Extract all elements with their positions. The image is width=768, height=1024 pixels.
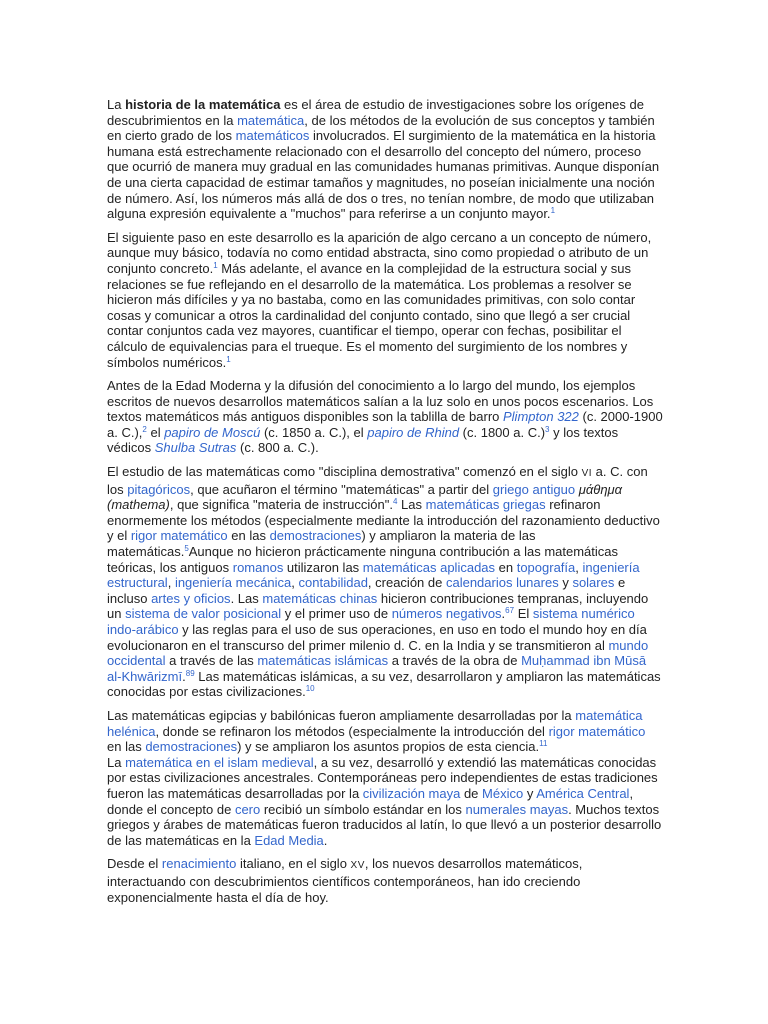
- wiki-link[interactable]: papiro de Rhind: [367, 424, 460, 440]
- reference-link[interactable]: 2: [142, 424, 147, 434]
- text-run: ) y ampliaron la materia de las matemáticas.: [107, 528, 536, 560]
- text-run: y: [523, 785, 537, 801]
- text-run: Antes de la Edad Moderna y la difusión del conocimiento a lo largo del mundo, los ejemplos escritos de nuevos desarrollos matemáticos salían a la luz solo en unos pocos escenarios. Los textos matemáticos más antiguos disponibles son la tablilla de barro: [107, 378, 654, 425]
- reference-link[interactable]: 11: [539, 739, 548, 749]
- wiki-link[interactable]: Shulba Sutras: [154, 440, 237, 456]
- wiki-link[interactable]: artes y oficios: [151, 590, 231, 606]
- text-run: (c. 2000-1900 a. C.),: [107, 409, 663, 440]
- wiki-link[interactable]: mundo occidental: [107, 637, 649, 669]
- text-run: es el área de estudio de investigaciones sobre los orígenes de descubrimientos en la: [107, 97, 644, 128]
- text-run: hicieron contribuciones tempranas, incluyendo un: [107, 590, 649, 622]
- text-run: El siguiente paso en este desarrollo es la aparición de algo cercano a un concepto de número, aunque muy básico, todavía no como entidad abstracta, sino como propiedad o atributo de un conjunto concreto.: [107, 229, 652, 276]
- text-run: y los textos védicos: [107, 424, 619, 456]
- wiki-link[interactable]: matemáticas chinas: [262, 590, 378, 606]
- text-run: La: [107, 97, 126, 112]
- text-run: , que acuñaron el término "matemáticas" a partir del: [190, 481, 493, 497]
- text-run: , de los métodos de la evolución de sus conceptos y también en cierto grado de los: [107, 112, 655, 144]
- text-run: , creación de: [367, 575, 446, 591]
- wiki-link[interactable]: Muḥammad ibn Mūsā al-Khwārizmī: [107, 653, 647, 684]
- text-run: . Las: [230, 590, 263, 606]
- text-run: Las: [397, 497, 426, 513]
- wiki-link[interactable]: numerales mayas: [465, 801, 569, 817]
- paragraph: [107, 856, 663, 905]
- reference-link[interactable]: 10: [305, 684, 315, 694]
- text-run: , a su vez, desarrolló y extendió las matemáticas conocidas por estas civilizaciones ancestrales. Contemporáneas pero independientes de estas tradiciones fueron las matemáticas desarrolladas por la: [107, 754, 658, 801]
- paragraph: [107, 464, 663, 700]
- text-run: a través de las: [165, 653, 258, 669]
- wiki-link[interactable]: matemática: [237, 112, 305, 128]
- text-run: involucrados. El surgimiento de la matemática en la historia humana está estrechamente relacionado con el desarrollo del concepto del número, proceso que ocurrió de manera muy gradual en las comunidades humanas primitivas. Aunque disponían de una cierta capacidad de estimar tamaños y magnitudes, no poseían inicialmente una noción de número. Así, los números más allá de dos o tres, no tenían nombre, de modo que utilizaban alguna expresión equivalente a "muchos" para referirse a un conjunto mayor.: [107, 128, 660, 222]
- wiki-link[interactable]: matemáticas islámicas: [257, 653, 389, 669]
- text-run: y el primer uso de: [281, 606, 392, 622]
- reference-link[interactable]: 1: [226, 354, 231, 364]
- wiki-link[interactable]: Edad Media: [254, 832, 324, 848]
- wiki-link[interactable]: demostraciones: [145, 739, 238, 755]
- wiki-link[interactable]: América Central: [536, 785, 630, 801]
- wiki-link[interactable]: contabilidad: [298, 575, 368, 591]
- reference-link[interactable]: 9: [190, 668, 195, 678]
- text-run: El: [514, 606, 533, 622]
- reference-link[interactable]: 3: [545, 424, 550, 434]
- reference-link[interactable]: 5: [184, 544, 189, 554]
- text-run: y: [558, 575, 573, 591]
- paragraph: [107, 97, 663, 222]
- text-run: italiano, en el siglo: [236, 856, 351, 872]
- wiki-link[interactable]: papiro de Moscú: [164, 424, 261, 440]
- text-run: a. C. con los: [107, 464, 648, 497]
- wiki-link[interactable]: matemáticas aplicadas: [362, 559, 496, 575]
- text-run: , donde se refinaron los métodos (especialmente la introducción del: [155, 723, 549, 739]
- wiki-link[interactable]: ingeniería mecánica: [174, 575, 292, 591]
- text-run: ,: [167, 575, 175, 591]
- reference-link[interactable]: 7: [509, 606, 515, 616]
- text-run: en las: [227, 528, 270, 544]
- text-run: en: [495, 559, 517, 575]
- reference-link[interactable]: 8: [185, 668, 191, 678]
- text-run: La: [107, 754, 126, 770]
- text-run: El estudio de las matemáticas como "disciplina demostrativa" comenzó en el siglo: [107, 464, 582, 480]
- text-run: (c. 800 a. C.).: [236, 440, 319, 456]
- wiki-link[interactable]: rigor matemático: [548, 723, 646, 739]
- wiki-link[interactable]: matemática helénica: [107, 707, 643, 739]
- text-run: a través de la obra de: [388, 653, 522, 669]
- text-run: , que significa "materia de instrucción".: [169, 497, 393, 513]
- wiki-link[interactable]: romanos: [232, 559, 284, 575]
- wiki-link[interactable]: sistema numérico indo-arábico: [107, 606, 635, 637]
- text-run: Las matemáticas egipcias y babilónicas fueron ampliamente desarrolladas por la: [107, 707, 576, 723]
- text-run: Aunque no hicieron prácticamente ninguna contribución a las matemáticas teóricas, los antiguos: [107, 544, 619, 575]
- wiki-link[interactable]: Plimpton 322: [503, 409, 579, 425]
- wiki-link[interactable]: cero: [234, 801, 261, 817]
- wiki-link[interactable]: rigor matemático: [130, 528, 228, 544]
- wiki-link[interactable]: matemáticos: [235, 128, 310, 144]
- paragraph: [107, 230, 663, 370]
- text-run: Las matemáticas islámicas, a su vez, desarrollaron y ampliaron las matemáticas conocidas por estas civilizaciones.: [107, 668, 661, 700]
- text-run: , donde el concepto de: [107, 785, 634, 817]
- wiki-link[interactable]: México: [482, 785, 524, 801]
- text-run: ,: [575, 559, 583, 575]
- text-run: refinaron enormemente los métodos (especialmente mediante la introducción del razonamiento deductivo y el: [107, 497, 660, 544]
- text-run: Desde el: [107, 856, 162, 872]
- paragraph: [107, 708, 663, 848]
- bold-term: historia de la matemática: [125, 97, 281, 112]
- text-run: (c. 1800 a. C.): [459, 424, 546, 440]
- text-run: e incluso: [107, 575, 626, 606]
- text-run: .: [501, 606, 506, 622]
- wiki-link[interactable]: solares: [572, 575, 615, 591]
- paragraph: [107, 378, 663, 456]
- reference-link[interactable]: 1: [550, 206, 556, 216]
- reference-link[interactable]: 4: [392, 497, 398, 507]
- roman-numeral: XV: [350, 860, 365, 872]
- reference-link[interactable]: 1: [213, 260, 218, 270]
- text-run: .: [323, 832, 328, 848]
- text-run: . Muchos textos griegos y árabes de matemáticas fueron traducidos al latín, lo que llevó a un posterior desarrollo de las matemáticas en la: [107, 801, 662, 848]
- wiki-link[interactable]: renacimiento: [161, 856, 237, 872]
- text-run: en las: [107, 739, 146, 755]
- wiki-link[interactable]: matemática en el islam medieval: [125, 754, 314, 770]
- wiki-link[interactable]: sistema de valor posicional: [125, 606, 282, 622]
- wiki-link[interactable]: demostraciones: [269, 528, 362, 544]
- text-run: , los nuevos desarrollos matemáticos, interactuando con descubrimientos científicos contemporáneos, han ido creciendo exponencialmente hasta el día de hoy.: [107, 856, 583, 905]
- wiki-link[interactable]: matemáticas griegas: [425, 497, 546, 513]
- text-run: Más adelante, el avance en la complejidad de la estructura social y sus relaciones se fue reflejando en el desarrollo de la matemática. Los problemas a resolver se hicieron más difíciles y ya no bastaba, como en las comunidades primitivas, con solo contar cosas y comunicar a otros la cardinalidad del conjunto contado, sino que llegó a ser crucial contar conjuntos cada vez mayores, cuantificar el tiempo, operar con fechas, posibilitar el cálculo de equivalencias para el trueque. Es el momento del surgimiento de los nombres y símbolos numéricos.: [107, 260, 636, 370]
- text-run: de: [460, 785, 483, 801]
- wiki-link[interactable]: griego antiguo: [492, 481, 576, 497]
- text-run: μάθημα (mathema): [107, 481, 623, 513]
- text-run: y las reglas para el uso de sus operaciones, en uso en todo el mundo hoy en día evolucionaron en el transcurso del primer milenio d. C. en la India y se transmitieron al: [107, 622, 647, 653]
- text-run: ,: [291, 575, 299, 591]
- roman-numeral: VI: [581, 468, 593, 480]
- text-run: .: [182, 668, 186, 684]
- wiki-link[interactable]: números negativos: [391, 606, 502, 622]
- wiki-link[interactable]: civilización maya: [362, 785, 461, 801]
- wiki-link[interactable]: calendarios lunares: [445, 575, 559, 591]
- wiki-link[interactable]: pitagóricos: [127, 481, 191, 497]
- text-run: utilizaron las: [283, 559, 363, 575]
- text-run: recibió un símbolo estándar en los: [260, 801, 466, 817]
- wiki-link[interactable]: topografía: [516, 559, 576, 575]
- reference-link[interactable]: 6: [505, 606, 510, 616]
- text-run: ) y se ampliaron los asuntos propios de esta ciencia.: [237, 739, 540, 755]
- text-run: el: [146, 424, 165, 440]
- article-body: [107, 97, 663, 913]
- wiki-link[interactable]: ingeniería estructural: [107, 559, 640, 591]
- text-run: (c. 1850 a. C.), el: [260, 424, 368, 440]
